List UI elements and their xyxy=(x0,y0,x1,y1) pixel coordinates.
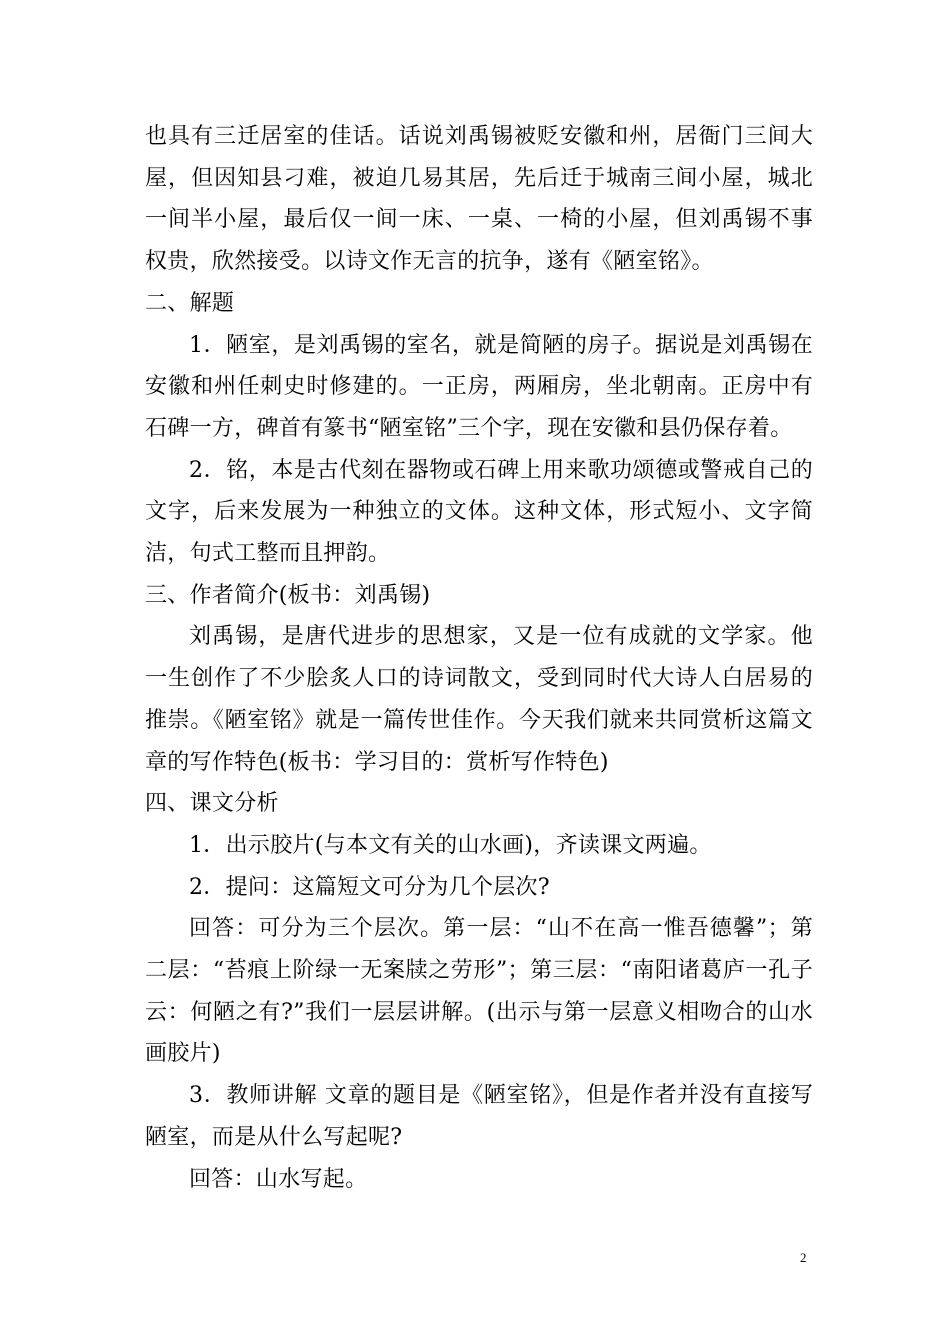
paragraph-title-point-1: 1．陋室，是刘禹锡的室名，就是简陋的房子。据说是刘禹锡在安徽和州任刺史时修建的。一正房，两厢房，坐北朝南。正房中有石碑一方，碑首有篆书“陋室铭”三个字，现在安徽和县仍保存着。 xyxy=(145,332,813,441)
paragraph-author-bio: 刘禹锡，是唐代进步的思想家，又是一位有成就的文学家。他一生创作了不少脍炙人口的诗词散文，受到同时代大诗人白居易的推崇。《陋室铭》就是一篇传世佳作。今天我们就来共同赏析这篇文章的写作特色(板书：学习目的：赏析写作特色) xyxy=(145,624,813,775)
section-heading-author: 三、作者简介(板书：刘禹锡) xyxy=(145,582,431,608)
section-heading-title-explanation: 二、解题 xyxy=(145,290,235,316)
document-body xyxy=(145,116,813,1200)
paragraph-analysis-answer-1: 回答：可分为三个层次。第一层：“山不在高一惟吾德馨”；第二层：“苔痕上阶绿一无案牍之劳形”；第三层：“南阳诸葛庐一孔子云：何陋之有?”我们一层层讲解。(出示与第一层意义相吻合的山水画胶片) xyxy=(145,916,813,1067)
paragraph-title-point-2: 2．铭，本是古代刻在器物或石碑上用来歌功颂德或警戒自己的文字，后来发展为一种独立的文体。这种文体，形式短小、文字简洁，句式工整而且押韵。 xyxy=(145,457,813,567)
page-number: 2 xyxy=(800,1250,807,1265)
paragraph-intro-continued: 也具有三迁居室的佳话。话说刘禹锡被贬安徽和州，居衙门三间大屋，但因知县刁难，被迫几易其居，先后迁于城南三间小屋，城北一间半小屋，最后仅一间一床、一桌、一椅的小屋，但刘禹锡不事权贵，欣然接受。以诗文作无言的抗争，遂有《陋室铭》。 xyxy=(145,124,813,275)
paragraph-analysis-step-2: 2．提问：这篇短文可分为几个层次? xyxy=(189,874,550,900)
paragraph-analysis-answer-2: 回答：山水写起。 xyxy=(189,1166,368,1192)
paragraph-analysis-step-1: 1．出示胶片(与本文有关的山水画)，齐读课文两遍。 xyxy=(189,832,712,858)
paragraph-analysis-step-3: 3．教师讲解 文章的题目是《陋室铭》，但是作者并没有直接写陋室，而是从什么写起呢? xyxy=(145,1083,813,1150)
section-heading-text-analysis: 四、课文分析 xyxy=(145,791,279,817)
